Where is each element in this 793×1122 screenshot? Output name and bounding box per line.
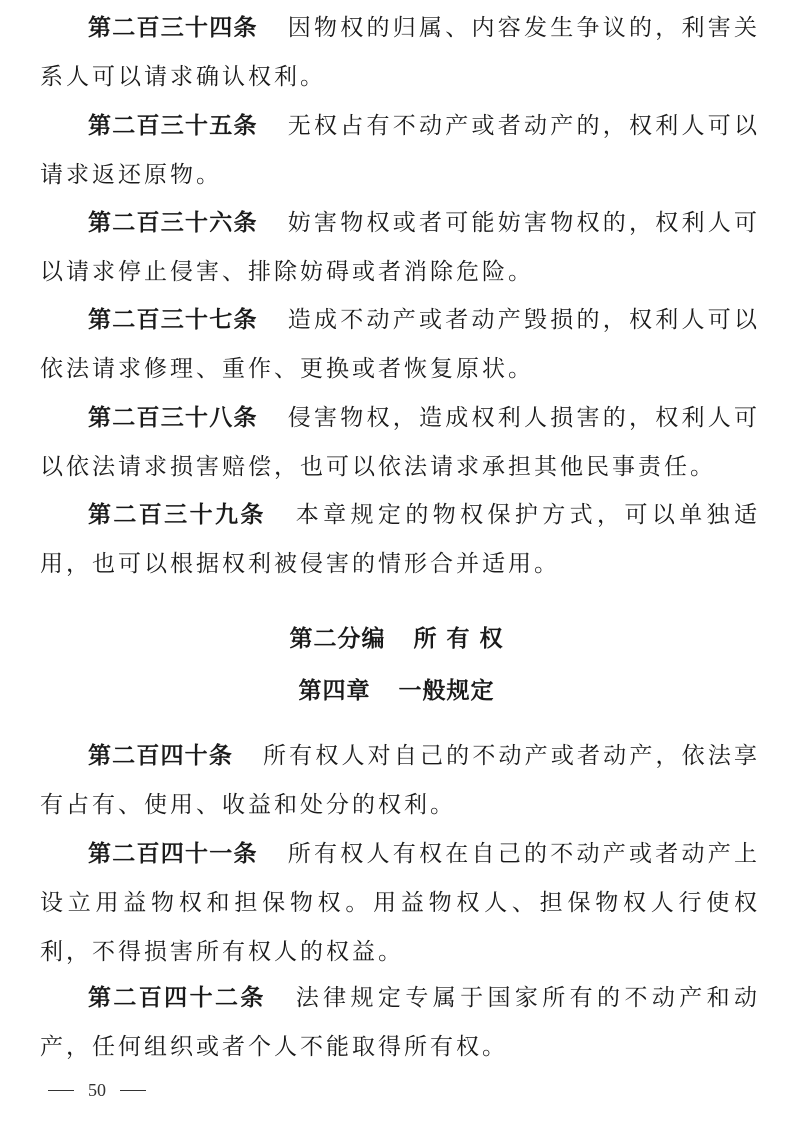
article-242 [40,974,760,1072]
article-number: 第二百三十八条 [88,405,258,431]
article-text: 所有权人对自己的不动产或者动产，依法享有占有、使用、收益和处分的权利。 [40,743,761,818]
chapter-title: 一般规定 [398,678,495,704]
article-240 [40,732,760,830]
article-text: 侵害物权，造成权利人损害的，权利人可以依法请求损害赔偿，也可以依法请求承担其他民事责任。 [40,405,760,480]
section-part: 第二分编 [289,626,386,652]
article-238 [40,394,760,492]
article-237 [40,296,760,394]
article-236 [40,199,760,297]
page-footer [48,1080,146,1101]
article-number: 第二百三十六条 [88,210,258,236]
article-235 [40,102,760,200]
article-number: 第二百三十五条 [88,113,258,139]
article-241 [40,830,760,977]
footer-dash-left [48,1090,74,1091]
section-heading [0,620,793,653]
article-number: 第二百四十条 [88,743,233,769]
chapter-heading [0,672,793,705]
section-title: 所 有 权 [413,626,504,652]
article-text: 因物权的归属、内容发生争议的，利害关系人可以请求确认权利。 [40,15,760,90]
article-number: 第二百四十二条 [88,985,266,1011]
chapter-number: 第四章 [298,678,371,704]
article-number: 第二百三十九条 [88,502,266,528]
article-text: 本章规定的物权保护方式，可以单独适用，也可以根据权利被侵害的情形合并适用。 [40,502,761,577]
article-text: 造成不动产或者动产毁损的，权利人可以依法请求修理、重作、更换或者恢复原状。 [40,307,760,382]
article-text: 法律规定专属于国家所有的不动产和动产，任何组织或者个人不能取得所有权。 [40,985,761,1060]
article-234 [40,4,760,102]
article-239 [40,491,760,589]
article-number: 第二百三十七条 [88,307,258,333]
article-text: 无权占有不动产或者动产的，权利人可以请求返还原物。 [40,113,760,188]
article-text: 所有权人有权在自己的不动产或者动产上设立用益物权和担保物权。用益物权人、担保物权人行使权利，不得损害所有权人的权益。 [40,841,760,965]
page-number: 50 [88,1080,106,1100]
article-number: 第二百三十四条 [88,15,258,41]
article-number: 第二百四十一条 [88,841,258,867]
footer-dash-right [120,1090,146,1091]
article-text: 妨害物权或者可能妨害物权的，权利人可以请求停止侵害、排除妨碍或者消除危险。 [40,210,760,285]
